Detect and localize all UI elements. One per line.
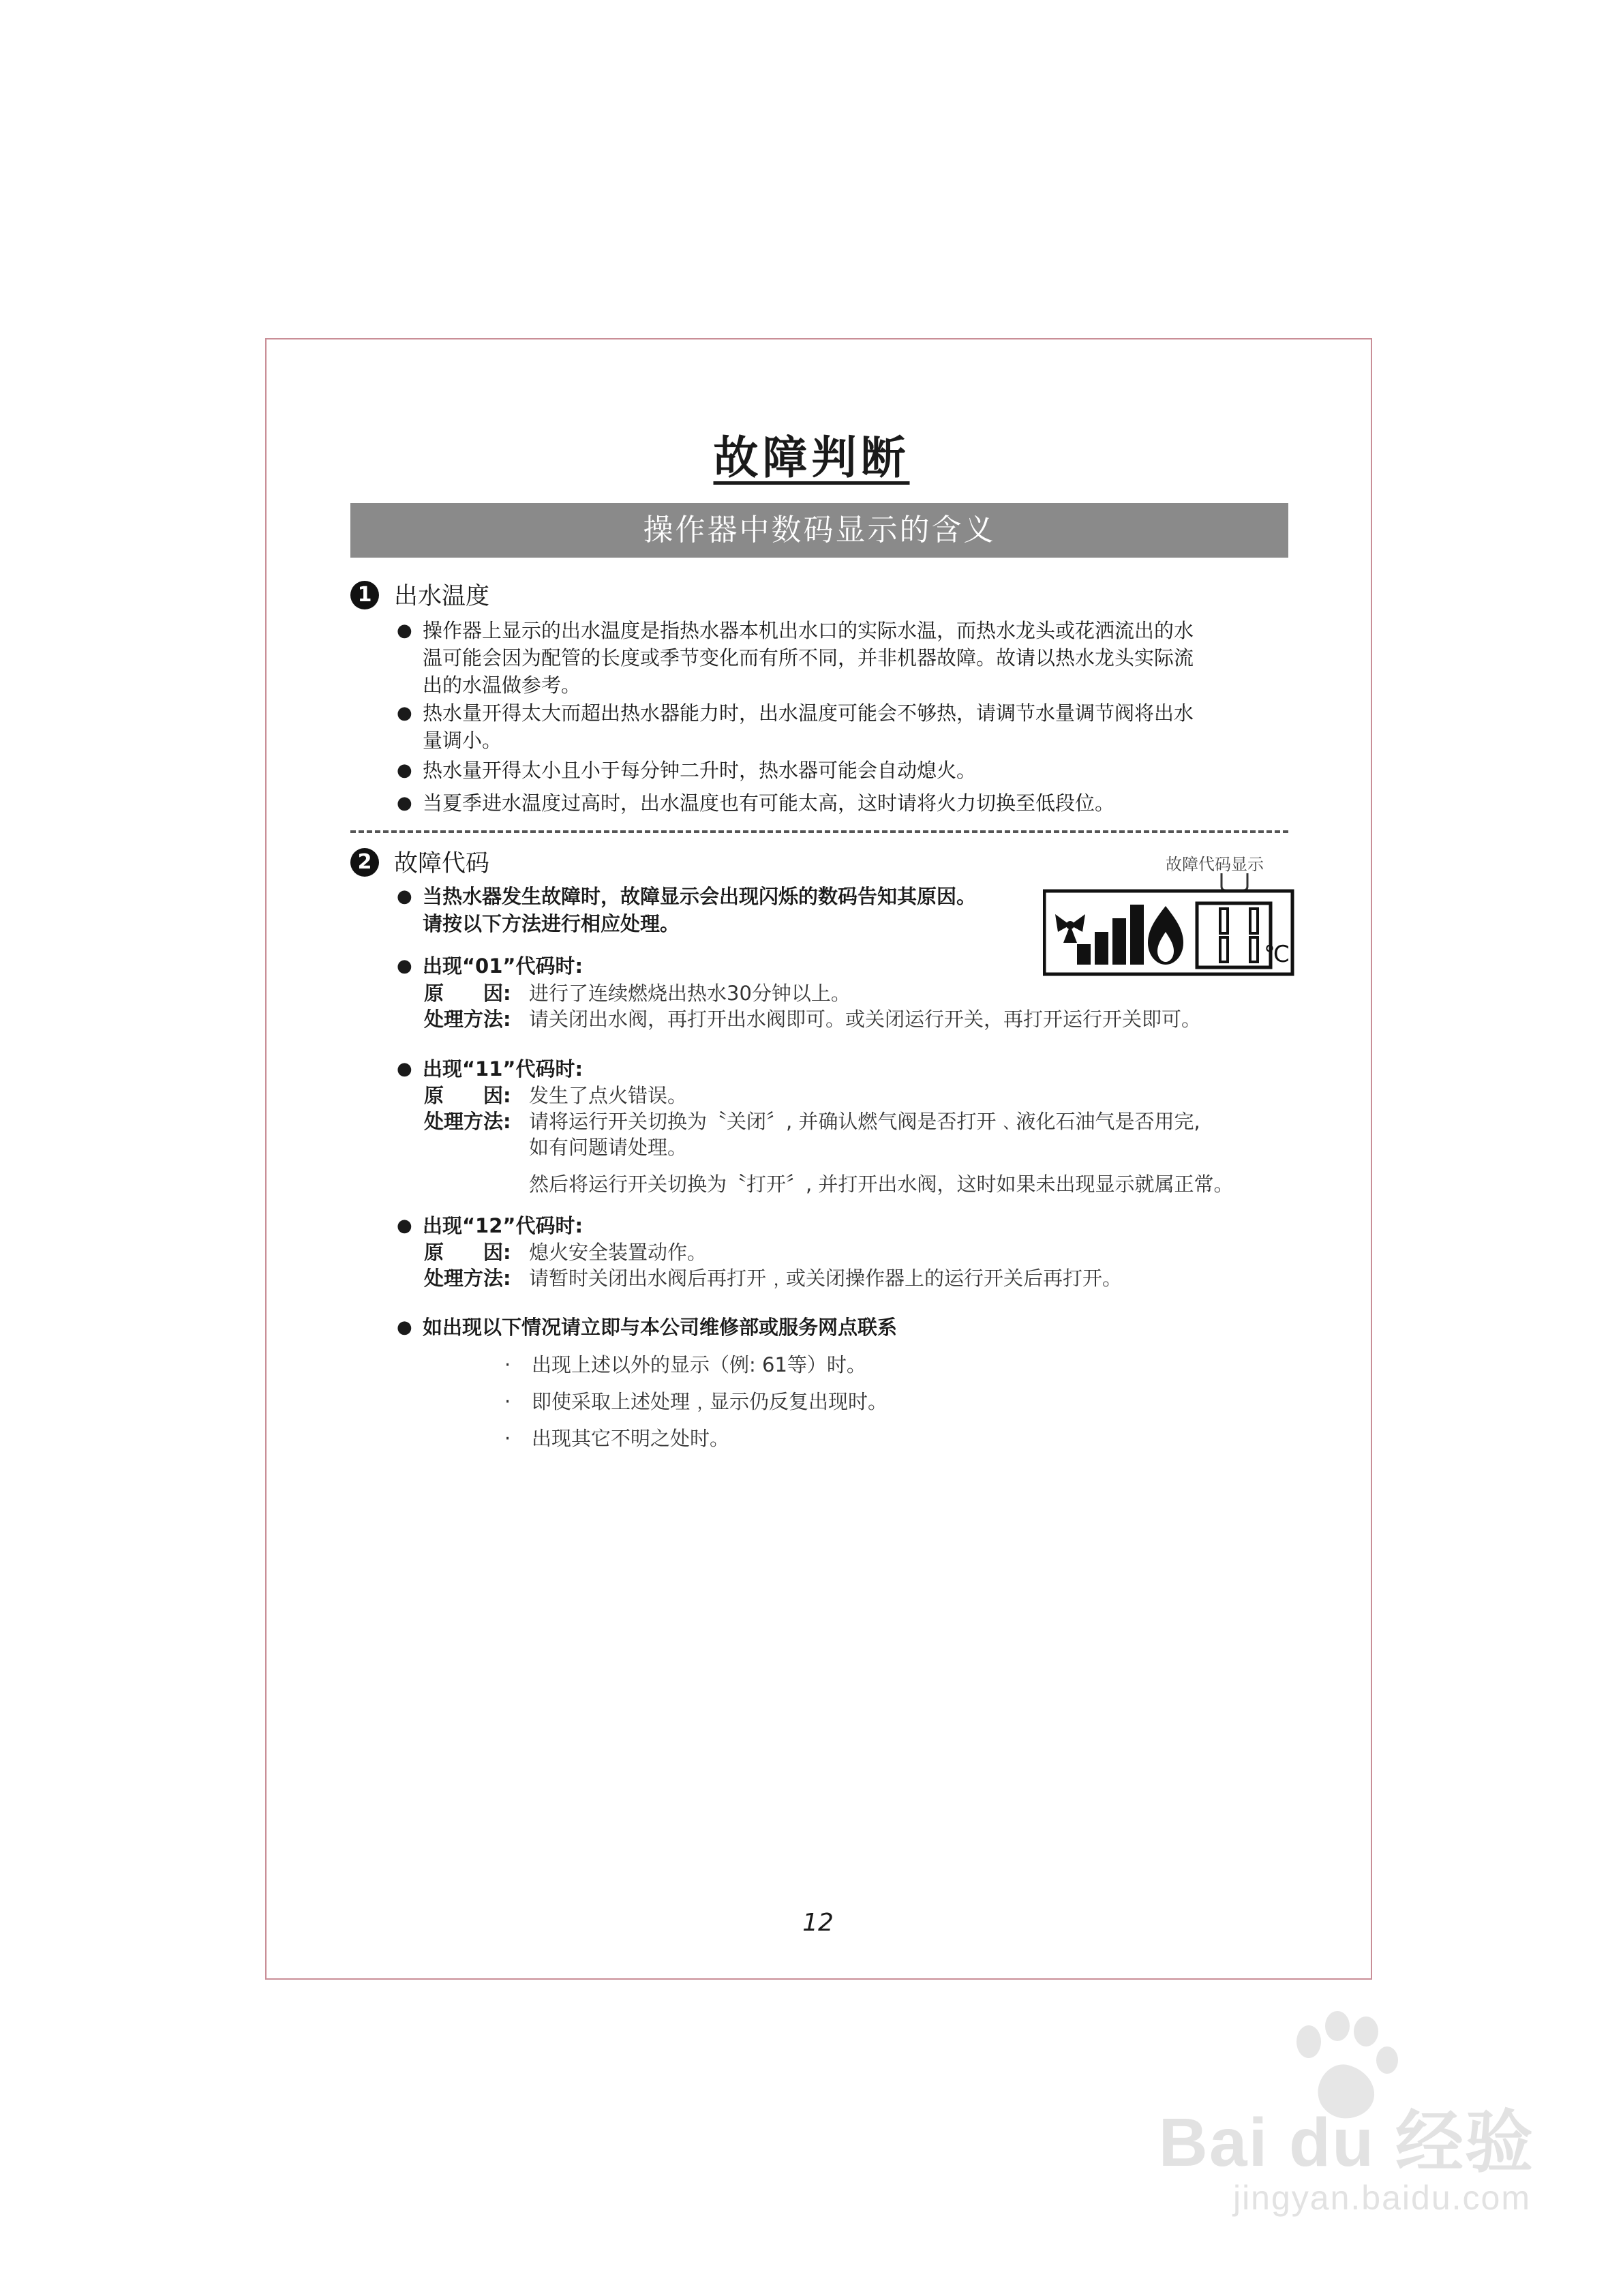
watermark-brand: Bai du 经验 [1158, 2104, 1534, 2181]
s1-bullet-1-line-2: 温可能会因为配管的长度或季节变化而有所不同，并非机器故障。故请以热水龙头实际流 [423, 646, 1194, 669]
page-title: 故障判断 [713, 432, 910, 484]
watermark-url: jingyan.baidu.com [1232, 2179, 1531, 2217]
code-01-cause: 进行了连续燃烧出热水30分钟以上。 [529, 982, 851, 1005]
cause-label: 原 因: [424, 1084, 511, 1107]
section-divider [350, 830, 1288, 833]
section-number-1: 1 [350, 581, 379, 609]
dot-bullet-icon: · [504, 1390, 511, 1413]
method-label: 处理方法: [424, 1110, 511, 1133]
method-label: 处理方法: [424, 1267, 511, 1290]
s1-bullet-1-line-3: 出的水温做参考。 [423, 674, 581, 697]
bullet-icon: ● [397, 620, 412, 641]
fault-code-display-illustration [1043, 869, 1295, 978]
bullet-icon: ● [397, 1317, 412, 1338]
display-caption: 故障代码显示 [1166, 855, 1264, 874]
dot-bullet-icon: · [504, 1427, 511, 1450]
code-01-method: 请关闭出水阀，再打开出水阀即可。或关闭运行开关，再打开运行开关即可。 [529, 1008, 1202, 1031]
section-number-2: 2 [350, 848, 379, 877]
contact-item-2: 即使采取上述处理﹐显示仍反复出现时。 [532, 1390, 888, 1413]
page-number: 12 [802, 1909, 834, 1937]
bullet-icon: ● [397, 886, 412, 907]
code-12-cause: 熄火安全装置动作。 [529, 1241, 708, 1264]
s1-bullet-1-line-1: 操作器上显示的出水温度是指热水器本机出水口的实际水温，而热水龙头或花洒流出的水 [423, 619, 1194, 642]
celsius-unit: ℃ [1264, 941, 1290, 968]
method-label: 处理方法: [424, 1008, 511, 1031]
section-2-heading: 2 故障代码 [350, 847, 489, 881]
bullet-icon: ● [397, 760, 412, 781]
bullet-icon: ● [397, 793, 412, 813]
code-12-method: 请暂时关闭出水阀后再打开﹐或关闭操作器上的运行开关后再打开。 [529, 1267, 1123, 1290]
s1-bullet-2-line-1: 热水量开得太大而超出热水器能力时，出水温度可能会不够热，请调节水量调节阀将出水 [423, 701, 1194, 725]
s1-bullet-3: 热水量开得太小且小于每分钟二升时，热水器可能会自动熄火。 [423, 759, 977, 782]
code-11-method-line-1: 请将运行开关切换为〝关闭〞, 并确认燃气阀是否打开﹑液化石油气是否用完, [529, 1110, 1200, 1133]
code-11-cause: 发生了点火错误。 [529, 1084, 688, 1107]
section-1-heading: 1 出水温度 [350, 579, 489, 614]
contact-item-1: 出现上述以外的显示（例: 61等）时。 [532, 1353, 866, 1376]
cause-label: 原 因: [424, 982, 511, 1005]
section-banner: 操作器中数码显示的含义 [350, 503, 1288, 558]
s1-bullet-2-line-2: 量调小。 [423, 729, 502, 752]
cause-label: 原 因: [424, 1241, 511, 1264]
bullet-icon: ● [397, 1215, 412, 1236]
code-11-method-line-2: 如有问题请处理。 [529, 1136, 688, 1159]
code-11-method-line-3: 然后将运行开关切换为〝打开〞, 并打开出水阀，这时如果未出现显示就属正常。 [529, 1173, 1234, 1196]
s2-intro-line-2: 请按以下方法进行相应处理。 [423, 912, 680, 935]
bullet-icon: ● [397, 956, 412, 976]
bullet-icon: ● [397, 1059, 412, 1079]
contact-item-3: 出现其它不明之处时。 [532, 1427, 730, 1450]
code-01-heading: 出现“01”代码时: [423, 954, 583, 978]
bullet-icon: ● [397, 703, 412, 723]
contact-heading: 如出现以下情况请立即与本公司维修部或服务网点联系 [423, 1316, 898, 1339]
code-11-heading: 出现“11”代码时: [423, 1057, 583, 1081]
s1-bullet-4: 当夏季进水温度过高时，出水温度也有可能太高，这时请将火力切换至低段位。 [423, 791, 1115, 815]
dot-bullet-icon: · [504, 1353, 511, 1376]
s2-intro-line-1: 当热水器发生故障时，故障显示会出现闪烁的数码告知其原因。 [423, 885, 977, 908]
code-12-heading: 出现“12”代码时: [423, 1214, 583, 1237]
